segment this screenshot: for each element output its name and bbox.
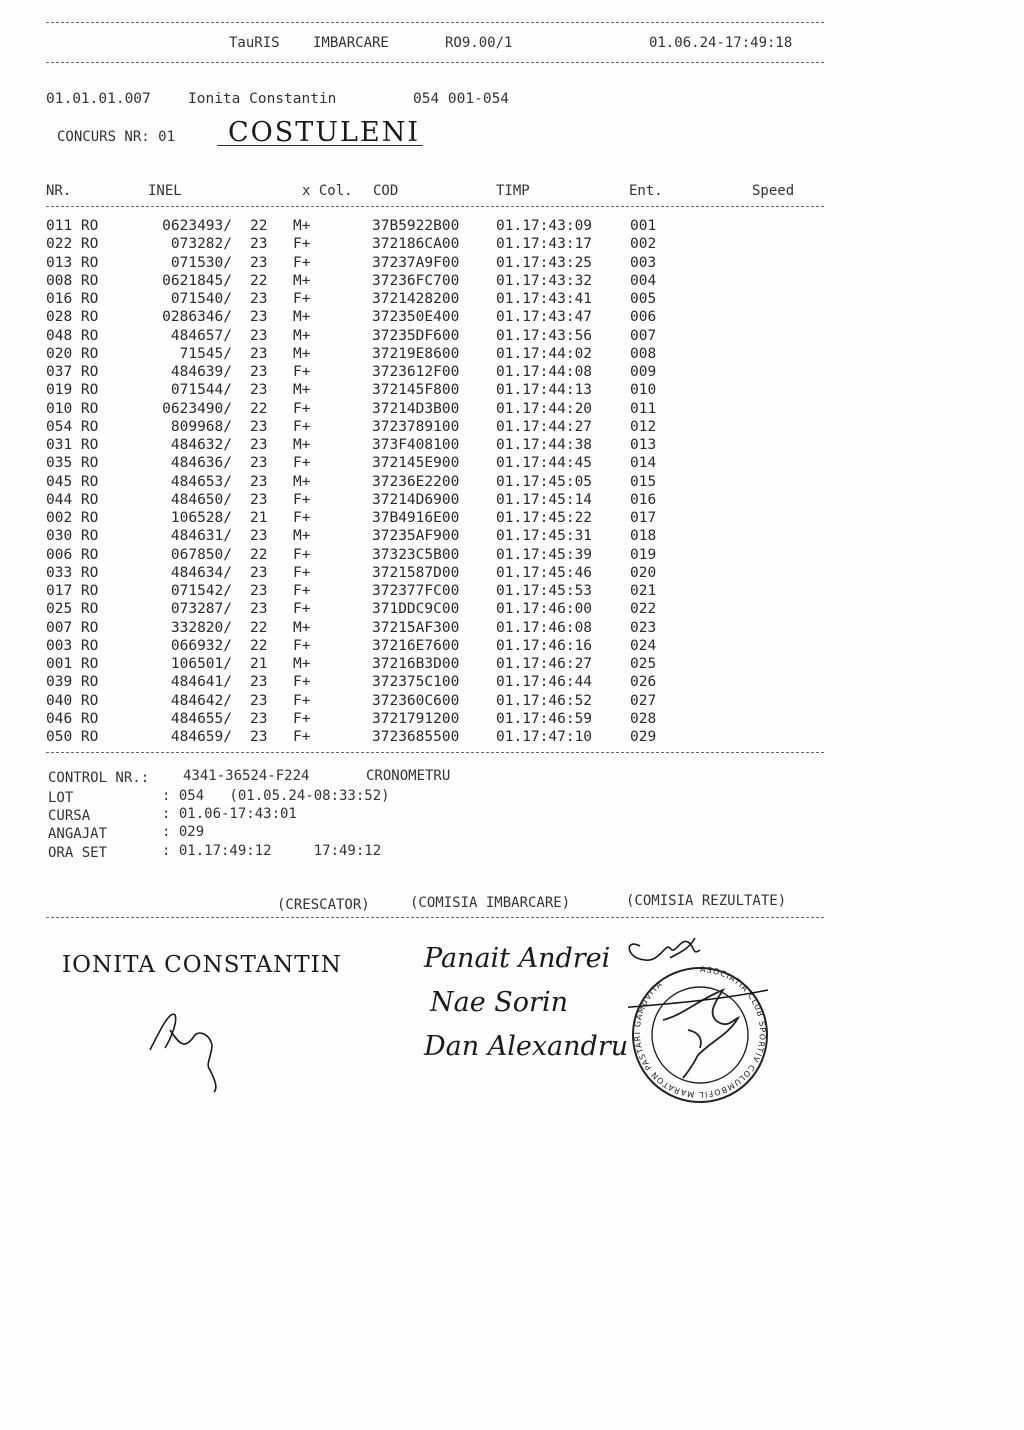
cell-nr: 007 RO bbox=[46, 619, 99, 636]
cell-nr: 035 RO bbox=[46, 455, 99, 472]
cell-sex: F+ bbox=[293, 729, 311, 745]
cell-inel: 332820/ bbox=[170, 619, 232, 636]
columns-rule bbox=[46, 206, 824, 207]
cell-inel: 484641/ bbox=[170, 674, 232, 691]
table-row bbox=[46, 218, 806, 236]
table-row bbox=[46, 455, 806, 473]
cell-ent: 022 bbox=[630, 601, 657, 618]
cell-sex: F+ bbox=[293, 601, 311, 618]
cell-yr: 22 bbox=[250, 637, 268, 654]
concurs-label: CONCURS NR: 01 bbox=[57, 129, 176, 145]
cell-sex: M+ bbox=[293, 382, 311, 399]
table-row bbox=[46, 328, 806, 346]
cell-nr: 039 RO bbox=[46, 674, 99, 691]
cell-timp: 01.17:46:16 bbox=[496, 637, 593, 654]
cell-timp: 01.17:44:08 bbox=[496, 364, 593, 380]
cell-timp: 01.17:45:14 bbox=[496, 491, 593, 508]
cell-inel: 484655/ bbox=[170, 710, 232, 727]
cell-timp: 01.17:44:27 bbox=[496, 418, 593, 435]
cell-ent: 003 bbox=[630, 254, 657, 271]
table-row bbox=[46, 382, 806, 400]
cell-ent: 012 bbox=[630, 418, 657, 435]
cell-cod: 37216E7600 bbox=[372, 637, 460, 654]
cell-yr: 23 bbox=[250, 236, 268, 253]
cell-nr: 046 RO bbox=[46, 710, 99, 727]
concurs-underline bbox=[217, 145, 423, 146]
table-row bbox=[46, 419, 806, 437]
cell-cod: 371DDC9C00 bbox=[372, 601, 460, 618]
cell-nr: 037 RO bbox=[46, 364, 99, 380]
cell-timp: 01.17:45:31 bbox=[496, 528, 593, 545]
cell-inel: 484657/ bbox=[170, 327, 232, 344]
cell-sex: M+ bbox=[293, 272, 311, 289]
stamp-ring-text: ASOCIATIA CLUB SPORTIV COLUMBOFIL MARATON PASTARI GAMUVITA bbox=[632, 964, 768, 1100]
cell-cod: 372375C100 bbox=[372, 674, 460, 691]
cell-timp: 01.17:45:46 bbox=[496, 564, 593, 581]
cell-cod: 3723685500 bbox=[372, 729, 460, 745]
cell-timp: 01.17:43:17 bbox=[496, 236, 593, 253]
cell-ent: 013 bbox=[630, 437, 657, 453]
table-row bbox=[46, 291, 806, 309]
table-row bbox=[46, 492, 806, 510]
handwritten-name-2: Nae Sorin bbox=[430, 987, 568, 1018]
cell-yr: 23 bbox=[250, 491, 268, 508]
cell-sex: M+ bbox=[293, 473, 311, 490]
cell-sex: M+ bbox=[293, 528, 311, 545]
cell-timp: 01.17:43:56 bbox=[496, 327, 593, 344]
cell-timp: 01.17:46:08 bbox=[496, 619, 593, 636]
col-color: x Col. bbox=[302, 183, 353, 199]
cell-yr: 23 bbox=[250, 437, 268, 453]
col-nr: NR. bbox=[46, 183, 72, 199]
cell-inel: 484632/ bbox=[170, 437, 232, 453]
cell-nr: 008 RO bbox=[46, 272, 99, 289]
cell-timp: 01.17:44:45 bbox=[496, 455, 593, 472]
cell-timp: 01.17:45:53 bbox=[496, 583, 593, 599]
cell-ent: 015 bbox=[630, 473, 657, 490]
table-row bbox=[46, 656, 806, 674]
cell-yr: 23 bbox=[250, 528, 268, 545]
cell-yr: 23 bbox=[250, 564, 268, 581]
table-row bbox=[46, 674, 806, 692]
cell-sex: M+ bbox=[293, 437, 311, 453]
handwritten-name-3: Dan Alexandru bbox=[424, 1031, 629, 1062]
cell-cod: 37237A9F00 bbox=[372, 254, 460, 271]
cell-nr: 019 RO bbox=[46, 382, 99, 399]
cell-nr: 010 RO bbox=[46, 400, 99, 417]
cell-yr: 23 bbox=[250, 692, 268, 709]
cell-inel: 0621845/ bbox=[162, 272, 232, 289]
cell-sex: M+ bbox=[293, 345, 311, 362]
cell-inel: 073287/ bbox=[170, 601, 232, 618]
cell-timp: 01.17:45:22 bbox=[496, 510, 593, 526]
cell-timp: 01.17:43:09 bbox=[496, 218, 593, 234]
cell-inel: 484636/ bbox=[170, 455, 232, 472]
cell-nr: 030 RO bbox=[46, 528, 99, 545]
cell-sex: M+ bbox=[293, 656, 311, 672]
cell-sex: F+ bbox=[293, 583, 311, 599]
cell-ent: 014 bbox=[630, 455, 657, 472]
cell-inel: 0623490/ bbox=[162, 400, 232, 417]
cell-cod: 37236FC700 bbox=[372, 272, 460, 289]
cell-yr: 22 bbox=[250, 400, 268, 417]
cell-timp: 01.17:43:32 bbox=[496, 272, 593, 289]
cell-inel: 071544/ bbox=[170, 382, 232, 399]
cell-ent: 010 bbox=[630, 382, 657, 399]
cell-cod: 37235AF900 bbox=[372, 528, 460, 545]
cell-nr: 054 RO bbox=[46, 418, 99, 435]
cell-inel: 71545/ bbox=[179, 345, 232, 362]
cell-inel: 484631/ bbox=[170, 528, 232, 545]
cell-timp: 01.17:46:00 bbox=[496, 601, 593, 618]
cell-yr: 23 bbox=[250, 729, 268, 745]
cell-yr: 22 bbox=[250, 619, 268, 636]
cell-ent: 025 bbox=[630, 656, 657, 672]
cell-cod: 37214D3B00 bbox=[372, 400, 460, 417]
col-ent: Ent. bbox=[629, 183, 663, 199]
table-row bbox=[46, 729, 806, 747]
cell-timp: 01.17:46:52 bbox=[496, 692, 593, 709]
table-row bbox=[46, 638, 806, 656]
cell-sex: M+ bbox=[293, 218, 311, 234]
lot-label: LOT bbox=[48, 790, 74, 806]
cell-cod: 3723612F00 bbox=[372, 364, 460, 380]
module-name: IMBARCARE bbox=[313, 35, 389, 51]
cell-yr: 23 bbox=[250, 455, 268, 472]
cell-cod: 372145F800 bbox=[372, 382, 460, 399]
cell-ent: 018 bbox=[630, 528, 657, 545]
cell-nr: 017 RO bbox=[46, 583, 99, 599]
cell-timp: 01.17:43:47 bbox=[496, 309, 593, 326]
cell-timp: 01.17:46:44 bbox=[496, 674, 593, 691]
cell-yr: 23 bbox=[250, 254, 268, 271]
cell-cod: 37235DF600 bbox=[372, 327, 460, 344]
cell-nr: 001 RO bbox=[46, 656, 99, 672]
cell-cod: 372350E400 bbox=[372, 309, 460, 326]
cell-sex: F+ bbox=[293, 364, 311, 380]
angajat-label: ANGAJAT bbox=[48, 826, 108, 842]
cell-sex: F+ bbox=[293, 418, 311, 435]
cell-sex: F+ bbox=[293, 491, 311, 508]
ora-set-value: : 01.17:49:12 17:49:12 bbox=[162, 843, 382, 859]
col-timp: TIMP bbox=[496, 183, 530, 199]
cell-cod: 3723789100 bbox=[372, 418, 460, 435]
cell-yr: 21 bbox=[250, 656, 268, 672]
cell-timp: 01.17:44:38 bbox=[496, 437, 593, 453]
cell-inel: 106528/ bbox=[170, 510, 232, 526]
cell-inel: 484639/ bbox=[170, 364, 232, 380]
cell-nr: 016 RO bbox=[46, 291, 99, 307]
table-row bbox=[46, 693, 806, 711]
cell-yr: 22 bbox=[250, 272, 268, 289]
angajat-value: : 029 bbox=[162, 824, 205, 840]
cell-inel: 071540/ bbox=[170, 291, 232, 307]
cell-inel: 071530/ bbox=[170, 254, 232, 271]
cell-cod: 37216B3D00 bbox=[372, 656, 460, 672]
table-row bbox=[46, 309, 806, 327]
cell-cod: 37215AF300 bbox=[372, 619, 460, 636]
caption-crescator: (CRESCATOR) bbox=[277, 897, 370, 913]
table-row bbox=[46, 273, 806, 291]
cell-nr: 031 RO bbox=[46, 437, 99, 453]
cell-timp: 01.17:46:27 bbox=[496, 656, 593, 672]
system-name: TauRIS bbox=[229, 35, 280, 51]
table-row bbox=[46, 528, 806, 546]
cell-timp: 01.17:44:13 bbox=[496, 382, 593, 399]
breeder-signature bbox=[140, 1000, 230, 1095]
cell-nr: 028 RO bbox=[46, 309, 99, 326]
cell-yr: 23 bbox=[250, 345, 268, 362]
table-row bbox=[46, 236, 806, 254]
cell-yr: 23 bbox=[250, 583, 268, 599]
cell-sex: F+ bbox=[293, 510, 311, 526]
cell-nr: 040 RO bbox=[46, 692, 99, 709]
table-row bbox=[46, 346, 806, 364]
cell-timp: 01.17:43:25 bbox=[496, 254, 593, 271]
cell-inel: 484650/ bbox=[170, 491, 232, 508]
cell-ent: 006 bbox=[630, 309, 657, 326]
cell-inel: 0623493/ bbox=[162, 218, 232, 234]
cell-ent: 001 bbox=[630, 218, 657, 234]
breeder-code: 01.01.01.007 bbox=[46, 91, 151, 107]
cell-cod: 37219E8600 bbox=[372, 345, 460, 362]
cell-yr: 22 bbox=[250, 218, 268, 234]
cell-ent: 011 bbox=[630, 400, 657, 417]
cell-nr: 045 RO bbox=[46, 473, 99, 490]
cell-nr: 011 RO bbox=[46, 218, 99, 234]
cell-inel: 809968/ bbox=[170, 418, 232, 435]
cell-ent: 024 bbox=[630, 637, 657, 654]
cell-ent: 021 bbox=[630, 583, 657, 599]
cell-yr: 23 bbox=[250, 291, 268, 307]
cell-ent: 005 bbox=[630, 291, 657, 307]
cell-yr: 23 bbox=[250, 309, 268, 326]
cursa-label: CURSA bbox=[48, 808, 91, 824]
cell-nr: 044 RO bbox=[46, 491, 99, 508]
cell-cod: 37B5922B00 bbox=[372, 218, 460, 234]
cell-ent: 004 bbox=[630, 272, 657, 289]
cell-nr: 033 RO bbox=[46, 564, 99, 581]
cell-nr: 050 RO bbox=[46, 729, 99, 745]
caption-comisia-rezultate: (COMISIA REZULTATE) bbox=[626, 893, 787, 909]
cell-cod: 37214D6900 bbox=[372, 491, 460, 508]
cell-sex: F+ bbox=[293, 400, 311, 417]
col-inel: INEL bbox=[148, 183, 182, 199]
cell-ent: 009 bbox=[630, 364, 657, 380]
cell-sex: M+ bbox=[293, 619, 311, 636]
cell-sex: M+ bbox=[293, 309, 311, 326]
version: RO9.00/1 bbox=[445, 35, 513, 51]
table-row bbox=[46, 547, 806, 565]
cell-timp: 01.17:47:10 bbox=[496, 729, 593, 745]
cell-cod: 372360C600 bbox=[372, 692, 460, 709]
table-row bbox=[46, 364, 806, 382]
cell-ent: 008 bbox=[630, 345, 657, 362]
header-rule bbox=[46, 62, 824, 63]
control-value: 4341-36524-F224 bbox=[183, 768, 310, 784]
table-row bbox=[46, 401, 806, 419]
signature-rule bbox=[46, 917, 824, 918]
cell-sex: F+ bbox=[293, 291, 311, 307]
cell-inel: 484659/ bbox=[170, 729, 232, 745]
cell-yr: 21 bbox=[250, 510, 268, 526]
table-end-rule bbox=[46, 752, 824, 753]
cell-sex: F+ bbox=[293, 637, 311, 654]
pigeon-count: 054 001-054 bbox=[413, 91, 510, 107]
cell-ent: 016 bbox=[630, 491, 657, 508]
cell-sex: F+ bbox=[293, 710, 311, 727]
table-row bbox=[46, 620, 806, 638]
col-speed: Speed bbox=[752, 183, 795, 199]
cell-timp: 01.17:44:20 bbox=[496, 400, 593, 417]
cell-inel: 0286346/ bbox=[162, 309, 232, 326]
ora-set-label: ORA SET bbox=[48, 845, 108, 861]
breeder-name: Ionita Constantin bbox=[188, 91, 337, 107]
cell-sex: F+ bbox=[293, 674, 311, 691]
cell-sex: F+ bbox=[293, 692, 311, 709]
table-row bbox=[46, 711, 806, 729]
lot-value: : 054 (01.05.24-08:33:52) bbox=[162, 788, 390, 804]
cell-cod: 372145E900 bbox=[372, 455, 460, 472]
cell-nr: 006 RO bbox=[46, 546, 99, 563]
cell-inel: 067850/ bbox=[170, 546, 232, 563]
cell-yr: 23 bbox=[250, 601, 268, 618]
cell-yr: 23 bbox=[250, 473, 268, 490]
svg-text:ASOCIATIA CLUB SPORTIV COLUMBO bbox=[633, 965, 767, 1099]
club-stamp bbox=[628, 960, 773, 1110]
cell-nr: 002 RO bbox=[46, 510, 99, 526]
cell-inel: 066932/ bbox=[170, 637, 232, 654]
cell-ent: 023 bbox=[630, 619, 657, 636]
cell-cod: 372377FC00 bbox=[372, 583, 460, 599]
cell-sex: F+ bbox=[293, 546, 311, 563]
cell-cod: 3721587D00 bbox=[372, 564, 460, 581]
top-rule bbox=[46, 22, 824, 23]
cell-timp: 01.17:43:41 bbox=[496, 291, 593, 307]
cell-sex: F+ bbox=[293, 455, 311, 472]
table-row bbox=[46, 474, 806, 492]
cell-inel: 071542/ bbox=[170, 583, 232, 599]
cell-ent: 017 bbox=[630, 510, 657, 526]
handwritten-breeder-name: IONITA CONSTANTIN bbox=[62, 952, 342, 978]
table-row bbox=[46, 565, 806, 583]
cell-ent: 002 bbox=[630, 236, 657, 253]
cell-cod: 3721791200 bbox=[372, 710, 460, 727]
cursa-value: : 01.06-17:43:01 bbox=[162, 806, 297, 822]
cell-sex: F+ bbox=[293, 236, 311, 253]
cell-sex: F+ bbox=[293, 254, 311, 271]
cell-inel: 484634/ bbox=[170, 564, 232, 581]
cell-ent: 007 bbox=[630, 327, 657, 344]
cell-inel: 073282/ bbox=[170, 236, 232, 253]
table-row bbox=[46, 437, 806, 455]
cell-yr: 22 bbox=[250, 546, 268, 563]
cell-ent: 020 bbox=[630, 564, 657, 581]
cell-yr: 23 bbox=[250, 710, 268, 727]
table-row bbox=[46, 510, 806, 528]
cell-ent: 027 bbox=[630, 692, 657, 709]
cronometru-label: CRONOMETRU bbox=[366, 768, 451, 784]
cell-timp: 01.17:45:39 bbox=[496, 546, 593, 563]
cell-ent: 028 bbox=[630, 710, 657, 727]
cell-cod: 37236E2200 bbox=[372, 473, 460, 490]
cell-nr: 020 RO bbox=[46, 345, 99, 362]
cell-ent: 026 bbox=[630, 674, 657, 691]
cell-cod: 3721428200 bbox=[372, 291, 460, 307]
cell-cod: 373F408100 bbox=[372, 437, 460, 453]
print-datetime: 01.06.24-17:49:18 bbox=[649, 35, 793, 51]
handwritten-name-1: Panait Andrei bbox=[424, 943, 611, 974]
table-row bbox=[46, 583, 806, 601]
concurs-place-handwritten: COSTULENI bbox=[228, 117, 420, 148]
cell-timp: 01.17:46:59 bbox=[496, 710, 593, 727]
cell-inel: 484642/ bbox=[170, 692, 232, 709]
cell-yr: 23 bbox=[250, 418, 268, 435]
cell-nr: 003 RO bbox=[46, 637, 99, 654]
cell-ent: 019 bbox=[630, 546, 657, 563]
cell-nr: 022 RO bbox=[46, 236, 99, 253]
cell-timp: 01.17:44:02 bbox=[496, 345, 593, 362]
table-row bbox=[46, 255, 806, 273]
cell-inel: 484653/ bbox=[170, 473, 232, 490]
cell-ent: 029 bbox=[630, 729, 657, 745]
cell-cod: 372186CA00 bbox=[372, 236, 460, 253]
cell-yr: 23 bbox=[250, 364, 268, 380]
table-row bbox=[46, 601, 806, 619]
cell-nr: 025 RO bbox=[46, 601, 99, 618]
cell-timp: 01.17:45:05 bbox=[496, 473, 593, 490]
cell-nr: 013 RO bbox=[46, 254, 99, 271]
cell-yr: 23 bbox=[250, 382, 268, 399]
cell-yr: 23 bbox=[250, 327, 268, 344]
cell-sex: M+ bbox=[293, 327, 311, 344]
cell-cod: 37B4916E00 bbox=[372, 510, 460, 526]
cell-inel: 106501/ bbox=[170, 656, 232, 672]
control-label: CONTROL NR.: bbox=[48, 770, 150, 786]
col-cod: COD bbox=[373, 183, 399, 199]
cell-yr: 23 bbox=[250, 674, 268, 691]
cell-cod: 37323C5B00 bbox=[372, 546, 460, 563]
cell-nr: 048 RO bbox=[46, 327, 99, 344]
cell-sex: F+ bbox=[293, 564, 311, 581]
caption-comisia-imbarcare: (COMISIA IMBARCARE) bbox=[410, 895, 571, 911]
